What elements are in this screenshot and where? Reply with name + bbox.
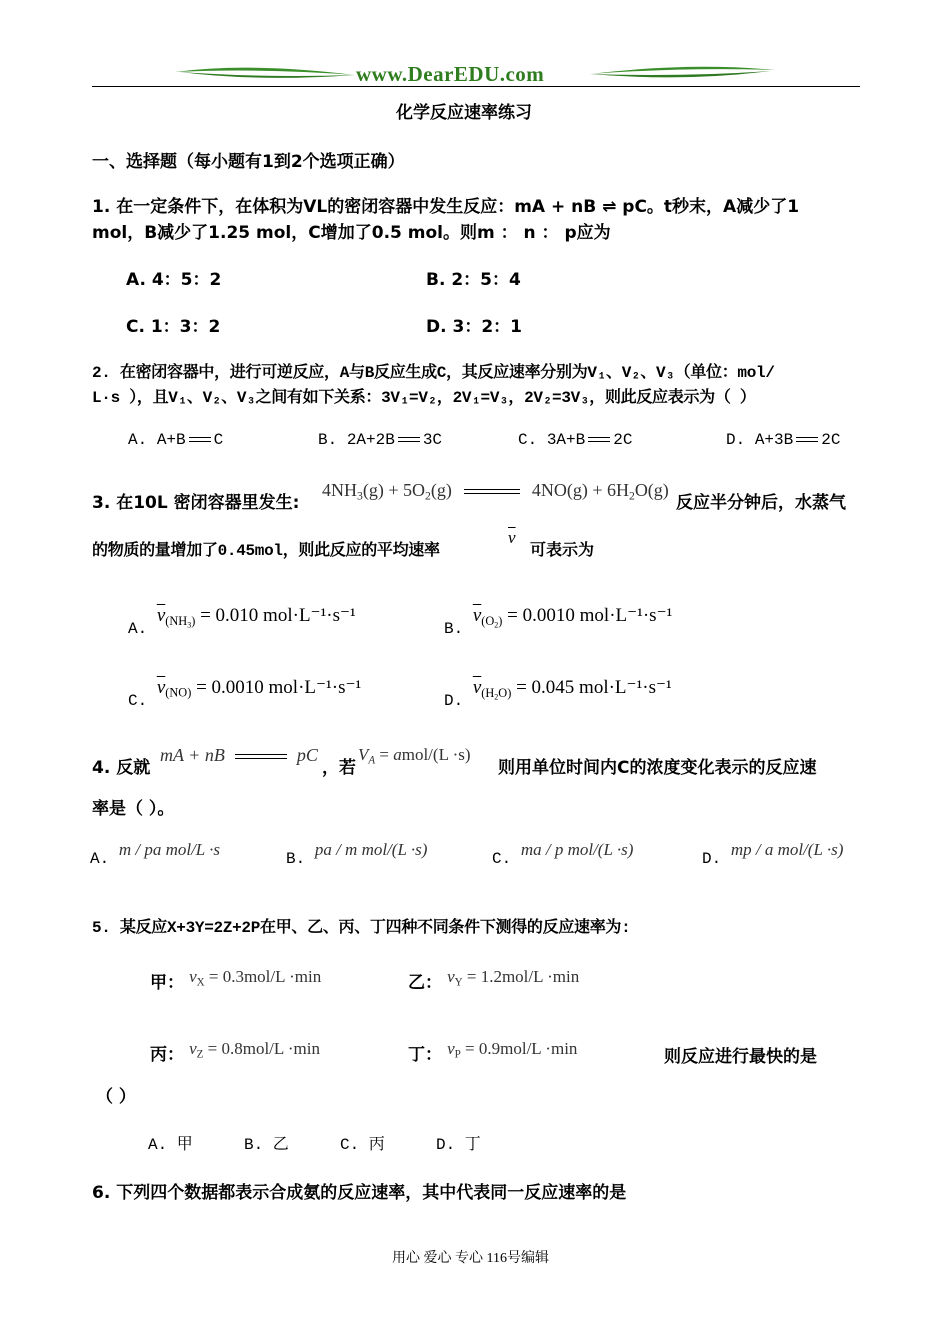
q1-line2: mol，B减少了1.25 mol，C增加了0.5 mol。则m ： n ： p应为 [92,223,611,243]
q2-option-a-lhs: A+B [156,431,186,449]
q3-option-b-letter: B. [444,620,464,638]
q4-option-d-value: mp / a mol/(L ·s) [730,840,844,859]
q3-equation: $4NH_3(g) + 5O_2(g) 4NO(g) + 6H_2O(g)$ [322,480,669,503]
q2-option-d-letter: D. [726,431,746,449]
q2-option-d-lhs: A+3B [754,431,794,449]
q4-option-c-letter: C. [492,850,512,868]
q5-condition-ding: 丁： $v_P = 0.9mol/L \cdot\min$ [408,1039,578,1065]
q5-condition-jia: 甲： $v_X = 0.3mol/L \cdot\min$ [150,967,322,993]
q5-tail: 则反应进行最快的是 [664,1047,817,1067]
q5-option-b[interactable]: B. 乙 [244,1136,289,1154]
q3-line2: 的物质的量增加了0.45mol，则此反应的平均速率 [92,542,440,560]
q5-ding-label: 丁： [408,1045,442,1065]
q2-option-a[interactable] [128,431,223,449]
page-title: 化学反应速率练习 [396,103,532,123]
q2-option-b[interactable] [318,431,442,449]
q4-option-a-value: m / pa mol/L ·s [118,840,221,859]
q3-option-d-letter: D. [444,692,464,710]
q4-option-b-value: pa / m mol/(L ·s) [314,840,428,859]
q5-option-a[interactable]: A. 甲 [148,1136,193,1154]
equilibrium-arrow-icon [398,436,420,444]
q1-option-a[interactable]: A. 4：5：2 [126,270,222,290]
q4-option-b-letter: B. [286,850,306,868]
q3-option-d[interactable]: D. $\overline{v}_{(H_2O)} = 0.045$ mol·L⁻¹·s⁻¹ [444,677,672,710]
q4-option-a[interactable] [90,840,221,868]
q5-line1: 5. 某反应X+3Y=2Z+2P在甲、乙、丙、丁四种不同条件下测得的反应速率为: [92,919,631,937]
q3-option-b[interactable]: B. $\overline{v}_{(O_2)} = 0.0010$ mol·L⁻¹·s⁻¹ [444,605,673,638]
q5-jia-label: 甲： [150,973,184,993]
q2-option-b-letter: B. [318,431,338,449]
q4-rate-expression: $V_A$ = amol/(L ·s) [358,745,471,767]
q1-option-d[interactable]: D. 3：2：1 [426,317,522,337]
q2-line1: 2. 在密闭容器中，进行可逆反应，A与B反应生成C，其反应速率分别为V₁、V₂、V₃（单位：mol/ [92,364,775,382]
q5-yi-value: = 1.2mol/L ·min [466,967,580,986]
q4-option-d-letter: D. [702,850,722,868]
q1-option-b[interactable]: B. 2：5：4 [426,270,521,290]
q4-option-b[interactable] [286,840,428,868]
q5-answer-paren: （ ） [96,1087,136,1107]
q3-option-a-value: = 0.010 mol·L⁻¹·s⁻¹ [200,605,356,626]
q5-option-d[interactable]: D. 丁 [436,1136,481,1154]
q2-option-a-letter: A. [128,431,148,449]
q5-yi-label: 乙： [408,973,442,993]
q4-option-c[interactable] [492,840,634,868]
q4-middle: ，若 [322,758,356,778]
q2-line2: L·s ），且V₁、V₂、V₃之间有如下关系：3V₁=V₂，2V₁=V₃，2V₂=3V₃，则此反应表示为（ ） [92,389,756,407]
q4-option-c-value: ma / p mol/(L ·s) [520,840,634,859]
q3-line2-end: 可表示为 [530,540,595,559]
q3-prefix: 3. 在10L 密闭容器里发生: [92,493,300,513]
q2-option-c[interactable] [518,431,632,449]
header-logo: www.DearEDU.com [356,62,545,86]
equilibrium-arrow-icon [588,436,610,444]
q3-option-a[interactable]: A. $\overline{v}_{(NH_3)} = 0.010$ mol·L⁻¹·s⁻¹ [128,605,356,638]
q2-option-c-letter: C. [518,431,538,449]
q1-option-c[interactable]: C. 1：3：2 [126,317,221,337]
q5-condition-yi: 乙： $v_Y = 1.2mol/L \cdot\min$ [408,967,580,993]
q1-line1: 1. 在一定条件下，在体积为VL的密闭容器中发生反应：mA + nB ⇌ pC。t秒末，A减少了1 [92,197,800,217]
q4-option-a-letter: A. [90,850,110,868]
q3-option-c-value: = 0.0010 mol·L⁻¹·s⁻¹ [196,677,362,698]
equilibrium-arrow-icon [189,436,211,444]
q2-option-b-lhs: 2A+2B [346,431,395,449]
equilibrium-arrow-icon [796,436,818,444]
q5-bing-label: 丙： [150,1045,184,1065]
q2-option-d[interactable] [726,431,840,449]
q2-option-c-rhs: 2C [613,431,633,449]
q4-prefix: 4. 反就 [92,758,151,778]
q2-option-d-rhs: 2C [821,431,841,449]
q2-option-c-lhs: 3A+B [546,431,586,449]
q5-jia-value: = 0.3mol/L ·min [208,967,322,986]
q3-option-c[interactable]: C. $\overline{v}_{(NO)} = 0.0010$ mol·L⁻¹·s⁻¹ [128,677,362,710]
q5-option-c[interactable]: C. 丙 [340,1136,385,1154]
section-heading: 一、选择题（每小题有1到2个选项正确） [92,152,405,172]
q3-option-c-letter: C. [128,692,148,710]
q5-bing-value: = 0.8mol/L ·min [207,1039,321,1058]
q3-option-a-letter: A. [128,620,148,638]
q3-option-d-value: = 0.045 mol·L⁻¹·s⁻¹ [516,677,672,698]
q5-ding-value: = 0.9mol/L ·min [465,1039,578,1058]
q4-suffix: 则用单位时间内C的浓度变化表示的反应速 [498,758,817,778]
q4-equation: mA + nB pC [160,745,318,765]
q2-option-b-rhs: 3C [422,431,443,449]
page-footer: 用心 爱心 专心 116号编辑 [392,1251,549,1266]
header-rule [92,86,860,87]
q3-suffix: 反应半分钟后，水蒸气 [676,493,846,513]
q2-option-a-rhs: C [213,431,224,449]
q3-option-b-value: = 0.0010 mol·L⁻¹·s⁻¹ [507,605,673,626]
q4-option-d[interactable] [702,840,844,868]
q6-line1: 6. 下列四个数据都表示合成氨的反应速率，其中代表同一反应速率的是 [92,1183,627,1203]
q5-condition-bing: 丙： $v_Z = 0.8mol/L \cdot\min$ [150,1039,321,1065]
q3-v-bar: $\overline{v}$ [508,528,516,547]
q4-line2: 率是（ ）。 [92,799,175,819]
